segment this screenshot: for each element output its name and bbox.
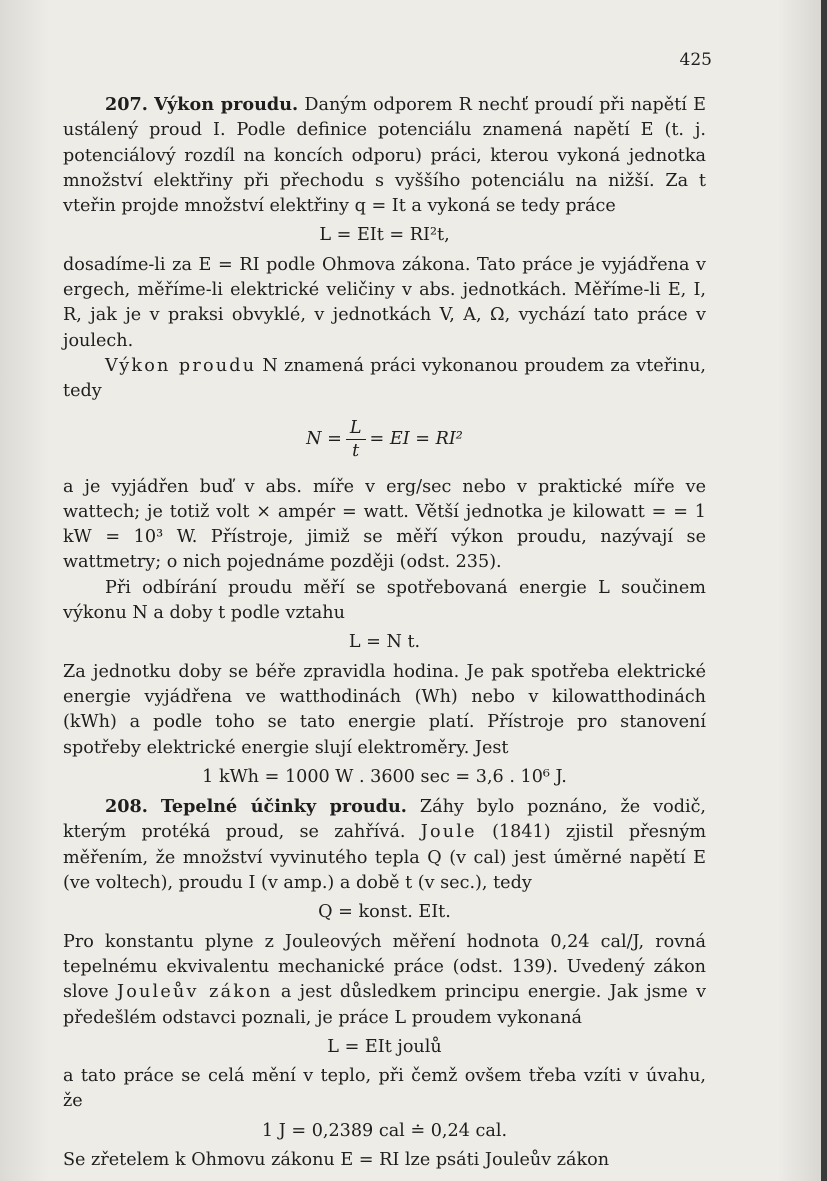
section-207-text-3: N znamená práci vykonanou proudem za vteřinu, tedy [63,355,707,402]
term-power: Výkon proudu [105,355,257,376]
section-207-number: 207. [105,94,148,115]
section-207-title: Výkon proudu. [154,94,299,115]
section-207-paragraph-2: dosadíme-li za E = RI podle Ohmova zákona. Tato práce je vyjádřena v ergech, měříme-li elektrické veličiny v abs. jednotkách. Měříme-li E, I, R, jak je v praksi obvyklé, v jednotkách V, A, Ω, vychází tato práce v joulech. [63,254,706,351]
section-208-number: 208. [105,796,148,818]
equation-power [63,405,706,475]
section-208-text-1b: (1841) zjistil přesným měřením, že množství vyvinutého tepla Q (v cal) jest úměrné napětí E (ve voltech), proudu I (v amp.) a době t (v sec.), tedy [63,822,706,894]
equation-power-left: N = [306,428,342,449]
term-joule-law: Jouleův zákon [116,982,273,1003]
section-207-paragraph-5: Při odbírání proudu měří se spotřebovaná energie L součinem výkonu N a doby t podle vztahu [63,577,706,624]
equation-heat: Q = konst. EIt. [318,902,451,923]
fraction-denominator: t [352,441,360,462]
name-joule: Joule [420,822,477,843]
equation-joules: L = EIt joulů [327,1036,442,1057]
section-208-paragraph-4: Se zřetelem k Ohmovu zákonu E = RI lze psáti Jouleův zákon [63,1149,610,1170]
section-208-paragraph-2 [63,930,706,1031]
equation-energy: L = N t. [348,632,421,653]
page-body [63,92,706,1173]
section-207-text-1: Daným odporem R nechť proudí při napětí E ustálený proud I. Podle definice potenciálu znamená napětí E (t. j. potenciálový rozdíl na koncích odporu) práci, kterou vykoná jednotka množství elektřiny při přechodu s vyššího potenciálu na nižší. Za t vteřin projde množství elektřiny q = It a vykoná se tedy práce [63,95,706,217]
section-208-paragraph-1 [63,794,706,896]
equation-kwh: 1 kWh = 1000 W . 3600 sec = 3,6 . 10⁶ J. [202,766,567,787]
equation-power-fraction [346,417,366,462]
equation-work: L = EIt = RI²t, [319,225,450,246]
section-207-paragraph-3 [63,354,706,405]
section-207-paragraph-1 [63,92,706,219]
equation-power-right: = EI = RI² [369,428,463,449]
section-208-text-2b: a jest důsledkem principu energie. Jak jsme v předešlém odstavci poznali, je práce L proudem vykonaná [63,982,707,1028]
page-edge-shadow [821,0,827,1181]
section-208-text-2a: Pro konstantu plyne z Jouleových měření hodnota 0,24 cal/J, rovná tepelnému ekvivalentu mechanické práce (odst. 139). Uvedený zákon slove [63,931,706,1003]
section-208-text-1a: Záhy bylo poznáno, že vodič, kterým protéká proud, se zahřívá. [63,797,707,843]
page-number: 425 [679,50,712,70]
section-207-paragraph-6: Za jednotku doby se béře zpravidla hodina. Je pak spotřeba elektrické energie vyjádřena ve watthodinách (Wh) nebo v kilowatthodinách (kWh) a podle toho se tato energie platí. Přístroje pro stanovení spotřeby elektrické energie slují elektroměry. Jest [63,661,706,758]
section-208-title: Tepelné účinky proudu. [160,796,407,818]
section-207-paragraph-4: a je vyjádřen buď v abs. míře v erg/sec nebo v praktické míře ve wattech; je totiž volt × ampér = watt. Větší jednotka je kilowatt = = 1 kW = 10³ W. Přístroje, jimiž se měří výkon proudu, nazývají se wattmetry; o nich pojednáme později (odst. 235). [63,476,706,573]
section-208-paragraph-3: a tato práce se celá mění v teplo, při čemž ovšem třeba vzíti v úvahu, že [63,1066,706,1112]
fraction-numerator: L [346,417,366,440]
equation-calorie: 1 J = 0,2389 cal ≐ 0,24 cal. [261,1120,508,1141]
